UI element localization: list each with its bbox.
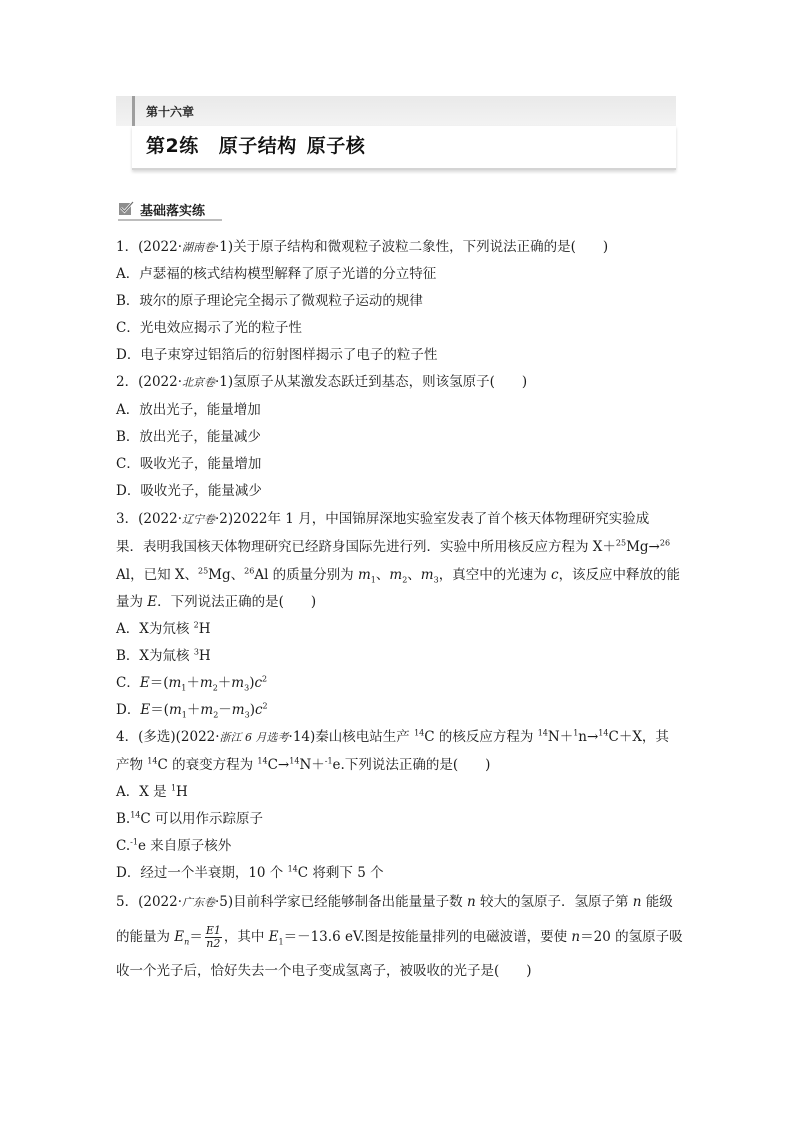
section-underline [118,219,222,221]
title-part-a: 原子结构 [218,135,297,157]
q4-option-a: A．X 是 $^1$H [116,783,188,800]
q3-stem-line-2: 果．表明我国核天体物理研究已经跻身国际先进行列．实验中所用核反应方程为 X＋$^{25}$Mg→$^{26}$ [116,538,671,555]
q3-option-c: C．$E=(m_1+m_2+m_3)c^2$ [116,674,268,693]
q2-option-c: C．吸收光子，能量增加 [116,456,262,472]
lesson-number: 第2练 [146,135,199,157]
q3-option-d: D．$E=(m_1+m_2-m_3)c^2$ [116,701,268,720]
q5-stem-line-2: 的能量为 $E_n=$ $\frac{E1}{n2}$ ，其中 $E_1=-13.6$ eV.图是按能量排列的电磁波谱，要使 n＝20 的氢原子吸 [116,924,683,950]
chapter-header [116,96,676,190]
check-box-icon [118,200,134,216]
q1-option-a: A．卢瑟福的核式结构模型解释了原子光谱的分立特征 [116,266,437,282]
energy-fraction: $\frac{E1}{n2}$ [205,924,221,950]
section-label: 基础落实练 [140,204,206,219]
title-part-b: 原子核 [306,135,366,157]
q3-stem-line-4: 量为 E．下列说法正确的是( ) [116,594,317,610]
q2-stem: 2．(2022·北京卷·1)氢原子从某激发态跃迁到基态，则该氢原子( ) [116,374,528,390]
q4-option-d: D．经过一个半衰期，10 个 $^{14}$C 将剩下 5 个 [116,864,384,881]
q3-stem-line-1: 3．(2022·辽宁卷·2)2022年 1 月，中国锦屏深地实验室发表了首个核天体物理研究实验成 [116,511,650,527]
q2-option-b: B．放出光子，能量减少 [116,429,261,445]
q2-option-d: D．吸收光子，能量减少 [116,483,262,499]
page-title [146,131,365,158]
q3-option-b: B．X为氚核 $^3$H [116,647,211,664]
q4-option-b: B.$^{14}$C 可以用作示踪原子 [116,810,264,827]
q3-stem-line-3: Al，已知 X、$^{25}$Mg、$^{26}$Al 的质量分别为 $m_1$、$m_2$、$m_3$，真空中的光速为 c，该反应中释放的能 [116,566,681,585]
q1-option-c: C．光电效应揭示了光的粒子性 [116,320,302,336]
q5-stem-line-3: 收一个光子后，恰好失去一个电子变成氢离子，被吸收的光子是( ) [116,963,532,979]
q2-option-a: A．放出光子，能量增加 [116,402,261,418]
q1-option-d: D．电子束穿过铝箔后的衍射图样揭示了电子的粒子性 [116,347,438,363]
q3-option-a: A．X为氘核 $^2$H [116,620,211,637]
q5-stem-line-1: 5．(2022·广东卷·5)目前科学家已经能够制备出能量量子数 n 较大的氢原子．氢原子第 n 能级 [116,894,673,910]
q1-option-b: B．玻尔的原子理论完全揭示了微观粒子运动的规律 [116,293,423,309]
q4-stem-line-2: 产物 $^{14}$C 的衰变方程为 $^{14}$C→$^{14}$N＋$^{-1}$e.下列说法正确的是( ) [116,756,491,773]
q4-option-c: C.$^{-1}$e 来自原子核外 [116,837,232,854]
q1-stem: 1．(2022·湖南卷·1)关于原子结构和微观粒子波粒二象性，下列说法正确的是( ) [116,239,609,255]
q4-stem-line-1: 4．(多选)(2022·浙江 6 月选考·14)秦山核电站生产 $^{14}$C 的核反应方程为 $^{14}$N＋$^1$n→$^{14}$C＋X，其 [116,728,669,745]
header-bar [116,96,676,126]
chapter-label: 第十六章 [146,105,195,119]
